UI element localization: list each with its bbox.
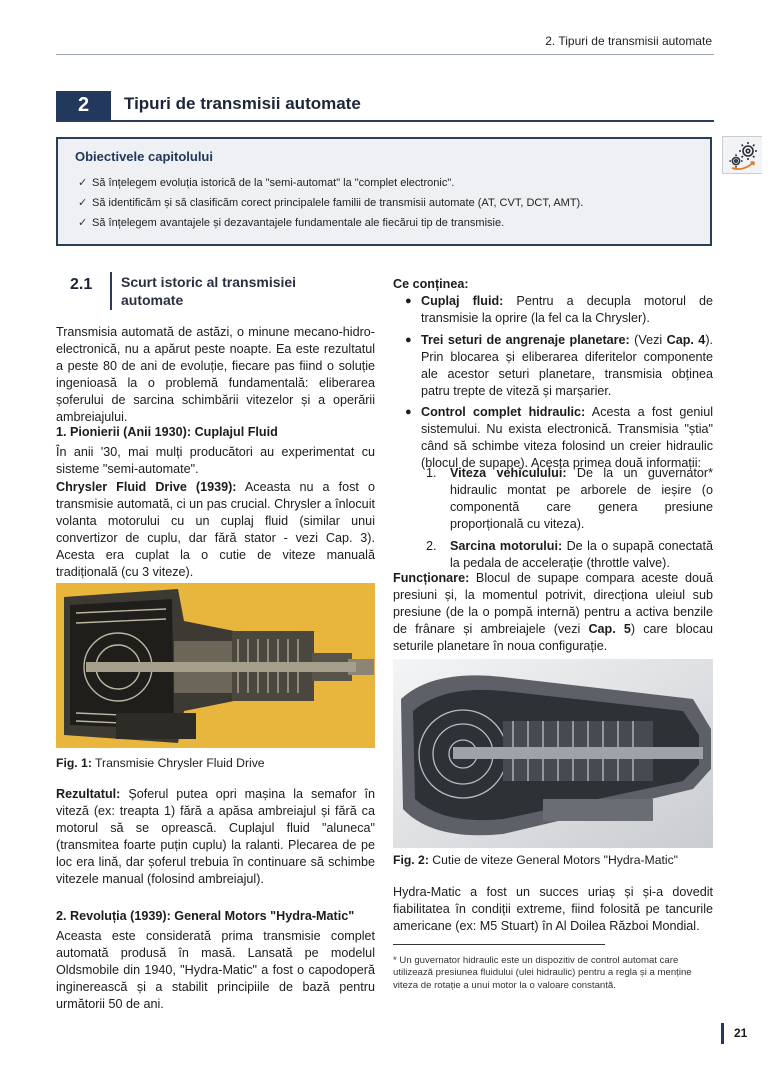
numbered-item xyxy=(426,465,713,533)
check-icon: ✓ xyxy=(78,197,88,209)
list-item-text: Pentru a decupla motorul de transmisie la oprire (la fel ca la Chrysler). xyxy=(421,294,713,325)
result-text: Șoferul putea opri mașina la semafor în viteză (ex: treapta 1) fără a apăsa ambreiajul și fără ca motorul să se oprească. Cuplajul fluid "aluneca" (transmitea foarte puțin cuplu) la ralanti. Plecarea de pe loc era lină, dar șoferul trebuia în continuare să schimbe vitezele manual (folosind ambreiajul). xyxy=(56,787,375,886)
page-number: 21 xyxy=(734,1026,748,1040)
inputs-list xyxy=(426,465,713,576)
paragraph-semi-automatic: În anii '30, mai mulți producători au experimentat cu sisteme "semi-automate". xyxy=(56,445,375,476)
objectives-title: Obiectivele capitolului xyxy=(75,149,213,164)
section-rule xyxy=(110,272,112,310)
check-icon: ✓ xyxy=(78,217,88,229)
bullet-icon: ● xyxy=(405,295,412,307)
paragraph-success: Hydra-Matic a fost un succes uriaș și și-a dovedit fiabilitatea în condiții extreme, fiind folosită pe tancurile americane (ex: M5 Stuart) în Al Doilea Război Mondial. xyxy=(393,885,713,933)
header-rule xyxy=(56,54,714,55)
check-icon: ✓ xyxy=(78,177,88,189)
list-item-text: (Vezi xyxy=(629,332,667,347)
figure-2-caption xyxy=(393,853,678,867)
figure-1-image xyxy=(56,583,375,748)
page-number-bar xyxy=(721,1023,724,1044)
chapter-reference: Cap. 4 xyxy=(666,332,706,347)
footnote-rule xyxy=(393,944,605,945)
paragraph-chrysler xyxy=(56,479,375,580)
functioning-text-end: ) care blocau seturile planetare în noua configurație. xyxy=(393,621,713,653)
list-item-title: Cuplaj fluid: xyxy=(421,294,504,308)
numbered-item-title: Viteza vehiculului: xyxy=(450,466,567,480)
list-item-title: Trei seturi de angrenaje planetare: xyxy=(421,332,630,347)
figure-2-label: Fig. 2: xyxy=(393,853,429,867)
list-item-text: Acesta a fost geniul sistemului. Nu exista electronică. Transmisia "știa" când să schimbe viteza folosind un creier hidraulic (blocul de supape). Acesta primea două informații: xyxy=(421,405,713,471)
chapter-number: 2 xyxy=(56,91,111,120)
components-list xyxy=(403,293,713,477)
subheading-revolution: 2. Revoluția (1939): General Motors "Hydra-Matic" xyxy=(56,909,355,923)
objective-item xyxy=(78,215,583,235)
paragraph-hydramatic: Aceasta este considerată prima transmisie complet automată produsă în masă. Lansată pe modelul Oldsmobile din 1940, "Hydra-Matic" a fost o capodoperă inginerească și a stabilit principiile de bază pentru următorii 50 de ani. xyxy=(56,929,375,1011)
functioning-label: Funcționare: xyxy=(393,571,470,585)
numbered-item xyxy=(426,538,713,572)
numbered-item-title: Sarcina motorului: xyxy=(450,538,563,553)
paragraph-functioning xyxy=(393,570,713,655)
objectives-list xyxy=(78,175,583,235)
bullet-icon: ● xyxy=(405,333,412,346)
functioning-text: Blocul de supape compara aceste două presiuni și, la momentul potrivit, direcționa uleiul sub presiune (de la o pompă internă) pentru a activa benzile de frânare și ambreiajele (vezi xyxy=(393,571,713,636)
objective-item xyxy=(78,195,583,215)
item-number: 1. xyxy=(426,466,437,480)
objectives-box xyxy=(56,137,712,246)
objective-text: Să înțelegem evoluția istorică de la "semi-automat" la "complet electronic". xyxy=(92,177,455,189)
objective-item xyxy=(78,175,583,195)
list-item xyxy=(403,404,713,472)
numbered-item-text: De la o supapă conectată la pedala de accelerație (throttle valve). xyxy=(450,538,713,570)
gears-icon xyxy=(722,136,762,174)
objective-text: Să identificăm și să clasificăm corect principalele familii de transmisii automate (AT, CVT, DCT, AMT). xyxy=(92,197,584,209)
item-number: 2. xyxy=(426,538,437,553)
intro-paragraph: Transmisia automată de astăzi, o minune mecano-hidro-electronică, nu a apărut peste noapte. Ea este rezultatul a peste 80 de ani de evoluție, fiecare pas fiind o soluție ingenioasă la o problemă fundamentală: eliberarea șoferului de sarcina schimbării vitezelor și a operării ambreiajului. xyxy=(56,325,375,424)
figure-2-image xyxy=(393,659,713,848)
objective-text: Să înțelegem avantajele și dezavantajele fundamentale ale fiecărui tip de transmisie. xyxy=(92,217,505,229)
chrysler-text: Aceasta nu a fost o transmisie automată, ci un pas crucial. Chrysler a înlocuit volanta motorului cu un cuplaj fluid (similar unui convertizor de cuplu, dar fără stator - vezi Cap. 3). Acesta era cuplat la o cutie de viteze manuală tradițională (cu 3 viteze). xyxy=(56,480,375,579)
list-item-title: Control complet hidraulic: xyxy=(421,405,586,420)
chapter-title: Tipuri de transmisii automate xyxy=(124,94,361,113)
figure-1-caption xyxy=(56,756,265,770)
bullet-icon: ● xyxy=(405,406,412,419)
figure-1-caption-text: Transmisie Chrysler Fluid Drive xyxy=(91,756,265,770)
list-item xyxy=(403,332,713,400)
list-item xyxy=(403,293,713,327)
footnote: * Un guvernator hidraulic este un dispozitiv de control automat care utilizează presiunea fluidului (ulei hidraulic) pentru a regla și a menține viteza de rotație a unui motor la o valoare constantă. xyxy=(393,955,692,991)
list-item-text: ). Prin blocarea și eliberarea diferitelor componente ale acestor seturi planetare, transmisia obținea patru trepte de viteză și marșarier. xyxy=(421,332,714,398)
subheading-pioneers: 1. Pionierii (Anii 1930): Cuplajul Fluid xyxy=(56,425,278,439)
result-label: Rezultatul: xyxy=(56,787,121,801)
paragraph-result xyxy=(56,786,375,887)
figure-2-caption-text: Cutie de viteze General Motors "Hydra-Matic" xyxy=(428,853,678,867)
section-title: Scurt istoric al transmisiei automate xyxy=(121,274,297,308)
chapter-reference: Cap. 5 xyxy=(588,621,631,636)
section-number: 2.1 xyxy=(70,276,93,293)
running-header: 2. Tipuri de transmisii automate xyxy=(545,34,712,48)
numbered-item-text: De la un guvernator* hidraulic montat pe arborele de ieșire (o componentă care genera presiune proporțională cu viteza). xyxy=(450,466,713,531)
chrysler-label: Chrysler Fluid Drive (1939): xyxy=(56,480,237,494)
contains-label: Ce conținea: xyxy=(393,277,469,291)
chapter-heading xyxy=(56,91,714,122)
figure-1-label: Fig. 1: xyxy=(56,756,92,770)
